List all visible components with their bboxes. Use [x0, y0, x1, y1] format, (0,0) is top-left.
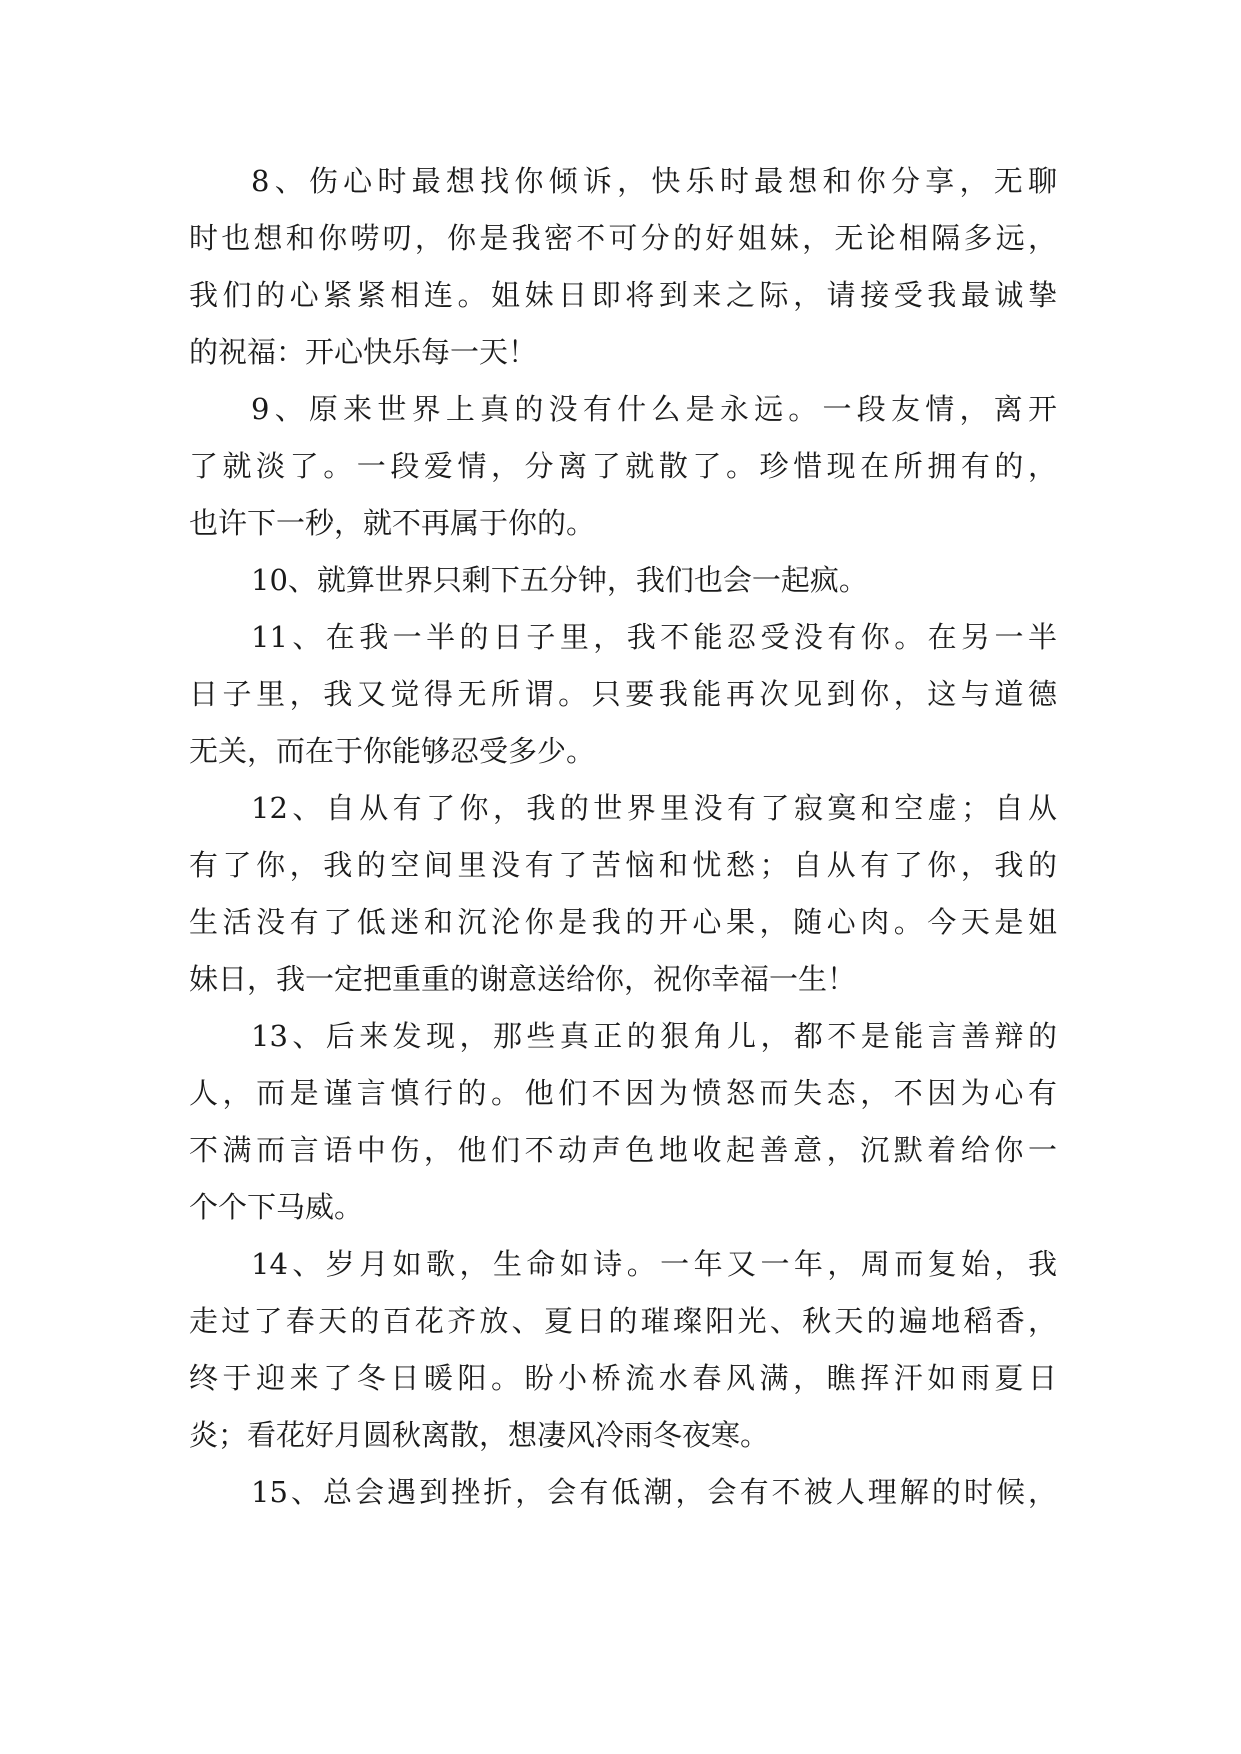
paragraph-line: 终于迎来了冬日暖阳。盼小桥流水春风满，瞧挥汗如雨夏日: [189, 1361, 1057, 1395]
paragraph-line: 无关，而在于你能够忍受多少。: [189, 734, 596, 768]
paragraph-line: 12、自从有了你，我的世界里没有了寂寞和空虚；自从: [251, 791, 1057, 825]
paragraph-line: 妹日，我一定把重重的谢意送给你，祝你幸福一生！: [189, 962, 857, 996]
paragraph-line: 不满而言语中伤，他们不动声色地收起善意，沉默着给你一: [189, 1133, 1057, 1167]
paragraph-line: 个个下马威。: [189, 1190, 364, 1224]
paragraph-line: 8、伤心时最想找你倾诉，快乐时最想和你分享，无聊: [251, 164, 1057, 198]
paragraph-line: 时也想和你唠叨，你是我密不可分的好姐妹，无论相隔多远，: [189, 221, 1057, 255]
paragraph-line: 的祝福：开心快乐每一天！: [189, 335, 538, 369]
paragraph-line: 13、后来发现，那些真正的狠角儿，都不是能言善辩的: [251, 1019, 1057, 1053]
paragraph-line: 11、在我一半的日子里，我不能忍受没有你。在另一半: [251, 620, 1057, 654]
paragraph-line: 10、就算世界只剩下五分钟，我们也会一起疯。: [251, 563, 868, 597]
paragraph-line: 日子里，我又觉得无所谓。只要我能再次见到你，这与道德: [189, 677, 1057, 711]
paragraph-line: 炎；看花好月圆秋离散，想凄风冷雨冬夜寒。: [189, 1418, 770, 1452]
paragraph-line: 14、岁月如歌，生命如诗。一年又一年，周而复始，我: [251, 1247, 1057, 1281]
paragraph-line: 走过了春天的百花齐放、夏日的璀璨阳光、秋天的遍地稻香，: [189, 1304, 1057, 1338]
paragraph-line: 生活没有了低迷和沉沦你是我的开心果，随心肉。今天是姐: [189, 905, 1057, 939]
paragraph-line: 人，而是谨言慎行的。他们不因为愤怒而失态，不因为心有: [189, 1076, 1057, 1110]
paragraph-line: 有了你，我的空间里没有了苦恼和忧愁；自从有了你，我的: [189, 848, 1057, 882]
paragraph-line: 9、原来世界上真的没有什么是永远。一段友情，离开: [251, 392, 1057, 426]
paragraph-line: 了就淡了。一段爱情，分离了就散了。珍惜现在所拥有的，: [189, 449, 1057, 483]
paragraph-line: 我们的心紧紧相连。姐妹日即将到来之际，请接受我最诚挚: [189, 278, 1057, 312]
paragraph-line: 15、总会遇到挫折，会有低潮，会有不被人理解的时候，: [251, 1475, 1057, 1509]
paragraph-line: 也许下一秒，就不再属于你的。: [189, 506, 596, 540]
